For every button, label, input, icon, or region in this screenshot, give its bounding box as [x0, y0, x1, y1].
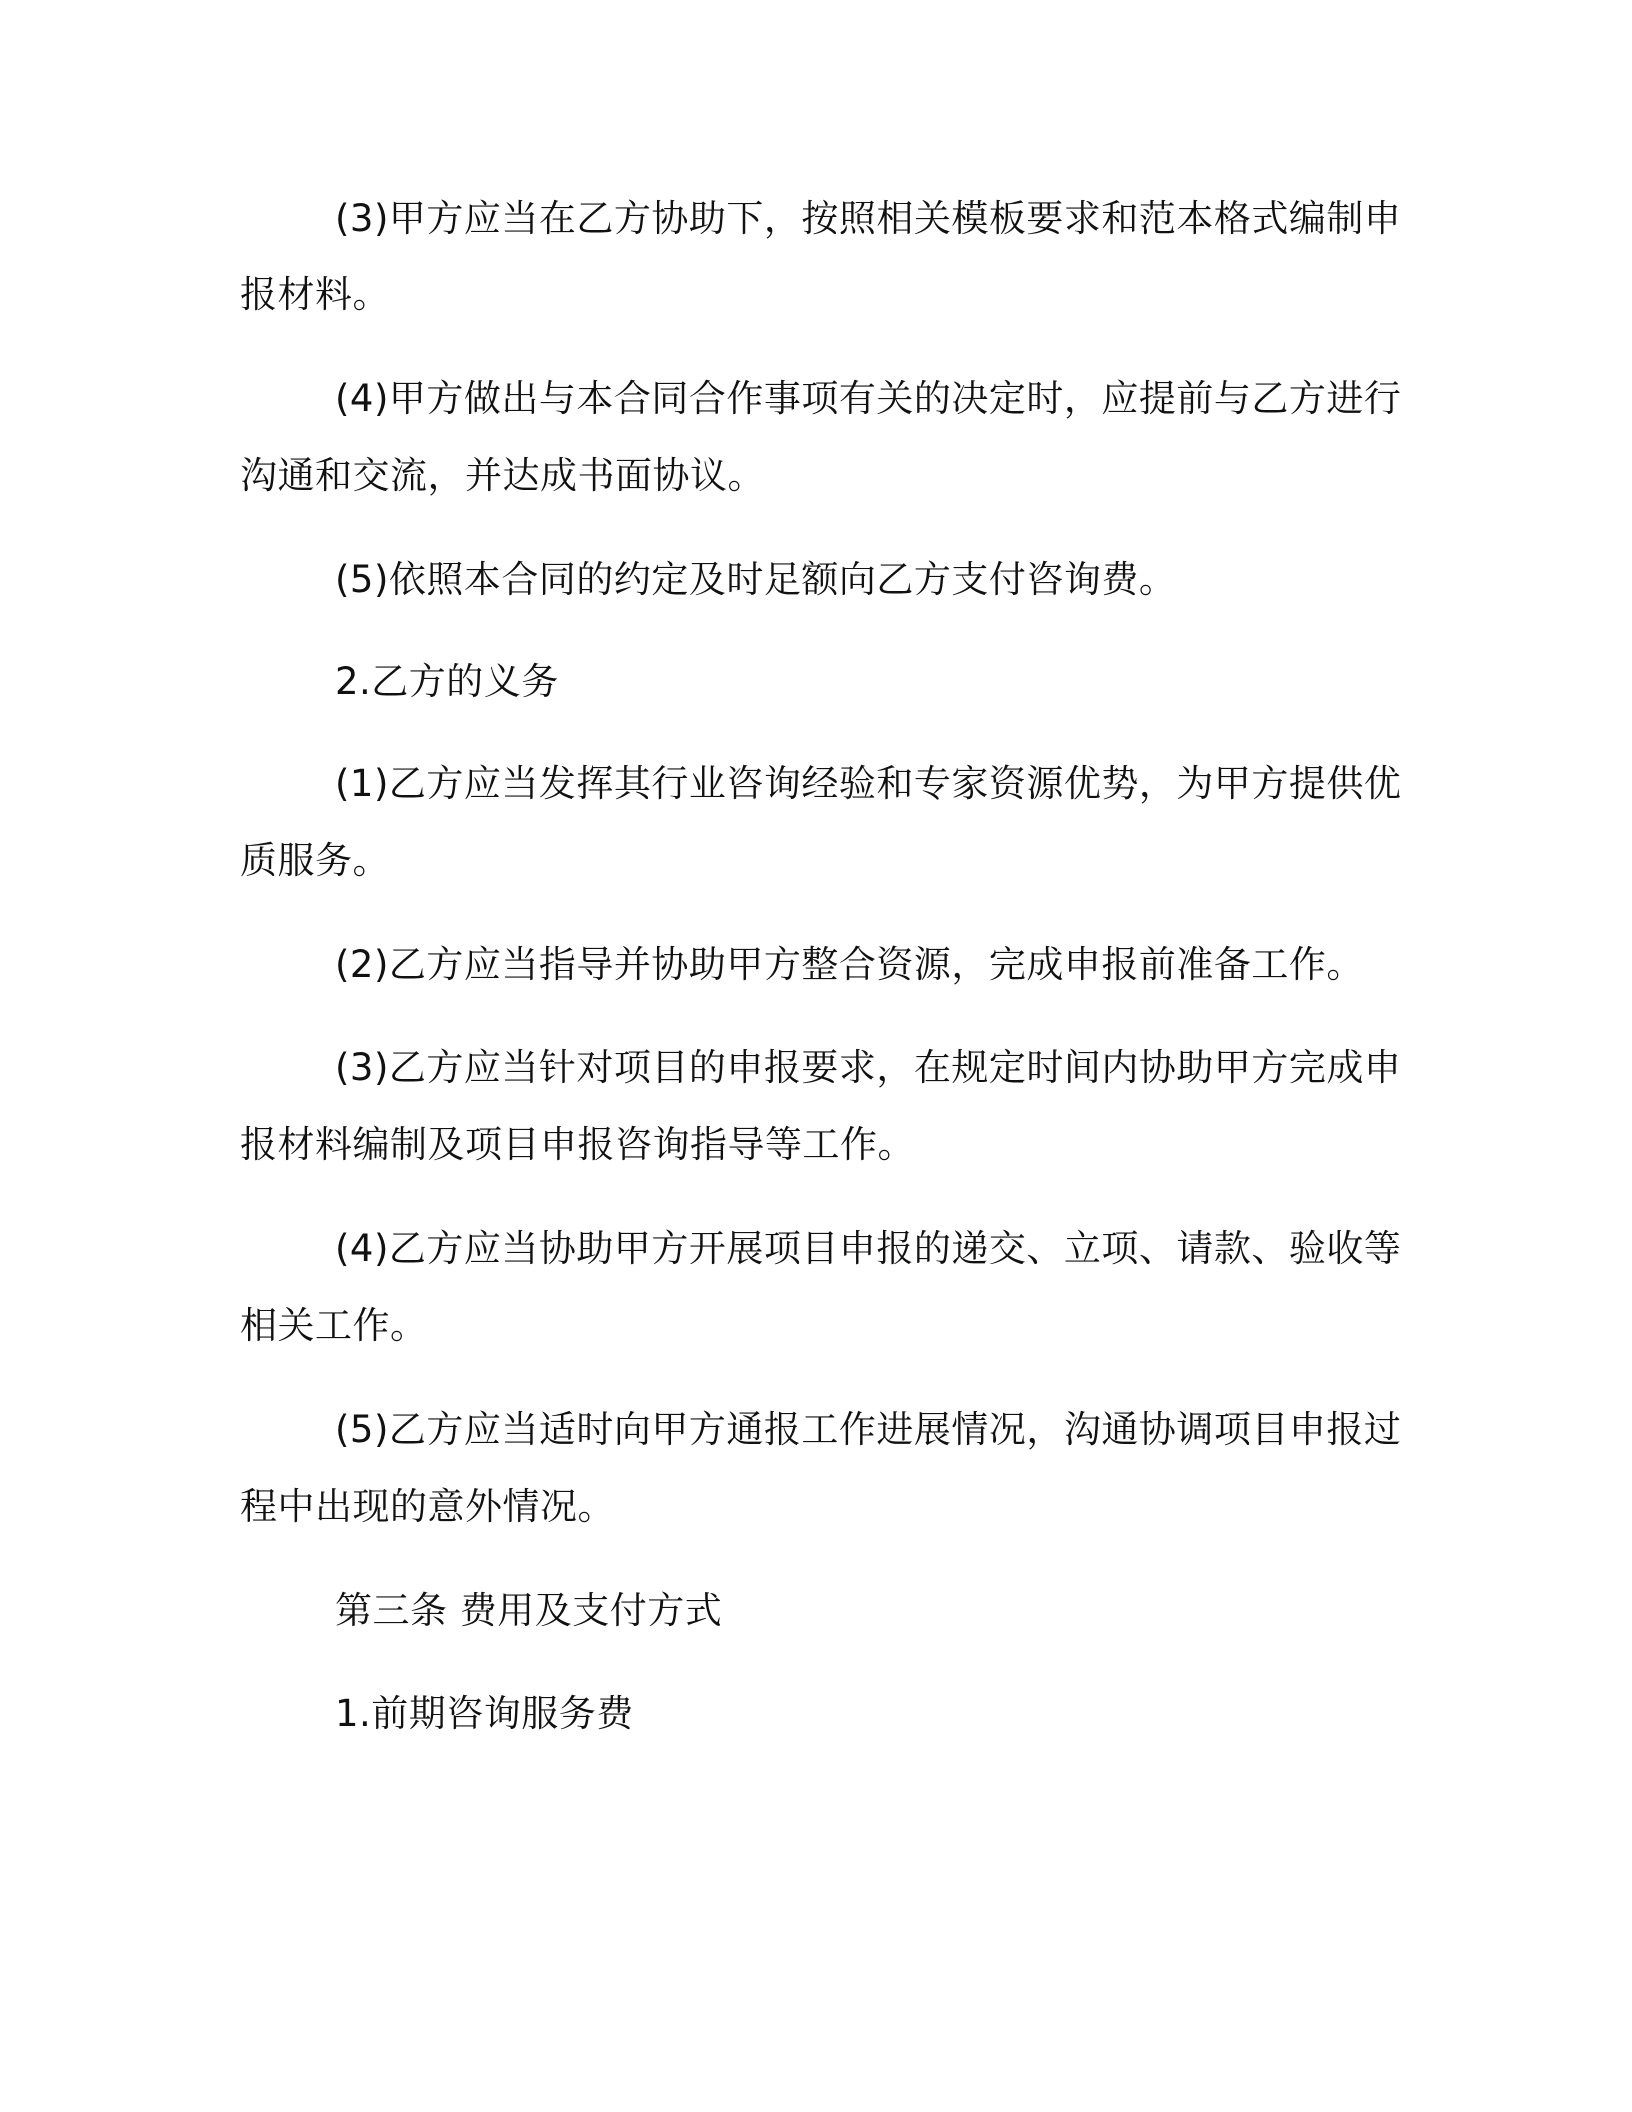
paragraph-line: (1)乙方应当发挥其行业咨询经验和专家资源优势，为甲方提供优 — [335, 762, 1402, 805]
paragraph-line: 沟通和交流，并达成书面协议。 — [240, 454, 765, 497]
paragraph-line: 相关工作。 — [240, 1304, 428, 1347]
paragraph-line: 报材料。 — [240, 273, 390, 316]
paragraph-line: (3)乙方应当针对项目的申报要求，在规定时间内协助甲方完成申 — [335, 1046, 1402, 1089]
paragraph-line: (4)甲方做出与本合同合作事项有关的决定时，应提前与乙方进行 — [335, 377, 1402, 420]
paragraph-line: 报材料编制及项目申报咨询指导等工作。 — [240, 1123, 915, 1166]
article-heading: 第三条 费用及支付方式 — [335, 1589, 723, 1632]
paragraph-line: (3)甲方应当在乙方协助下，按照相关模板要求和范本格式编制申 — [335, 197, 1402, 240]
paragraph-line: (4)乙方应当协助甲方开展项目申报的递交、立项、请款、验收等 — [335, 1227, 1402, 1270]
section-heading: 2.乙方的义务 — [335, 660, 559, 703]
paragraph-line: 质服务。 — [240, 839, 390, 882]
paragraph-line: (5)乙方应当适时向甲方通报工作进展情况，沟通协调项目申报过 — [335, 1408, 1402, 1451]
paragraph-line: (2)乙方应当指导并协助甲方整合资源，完成申报前准备工作。 — [335, 943, 1364, 986]
paragraph-line: (5)依照本合同的约定及时足额向乙方支付咨询费。 — [335, 558, 1177, 601]
paragraph-line: 程中出现的意外情况。 — [240, 1485, 615, 1528]
section-heading: 1.前期咨询服务费 — [335, 1692, 634, 1735]
